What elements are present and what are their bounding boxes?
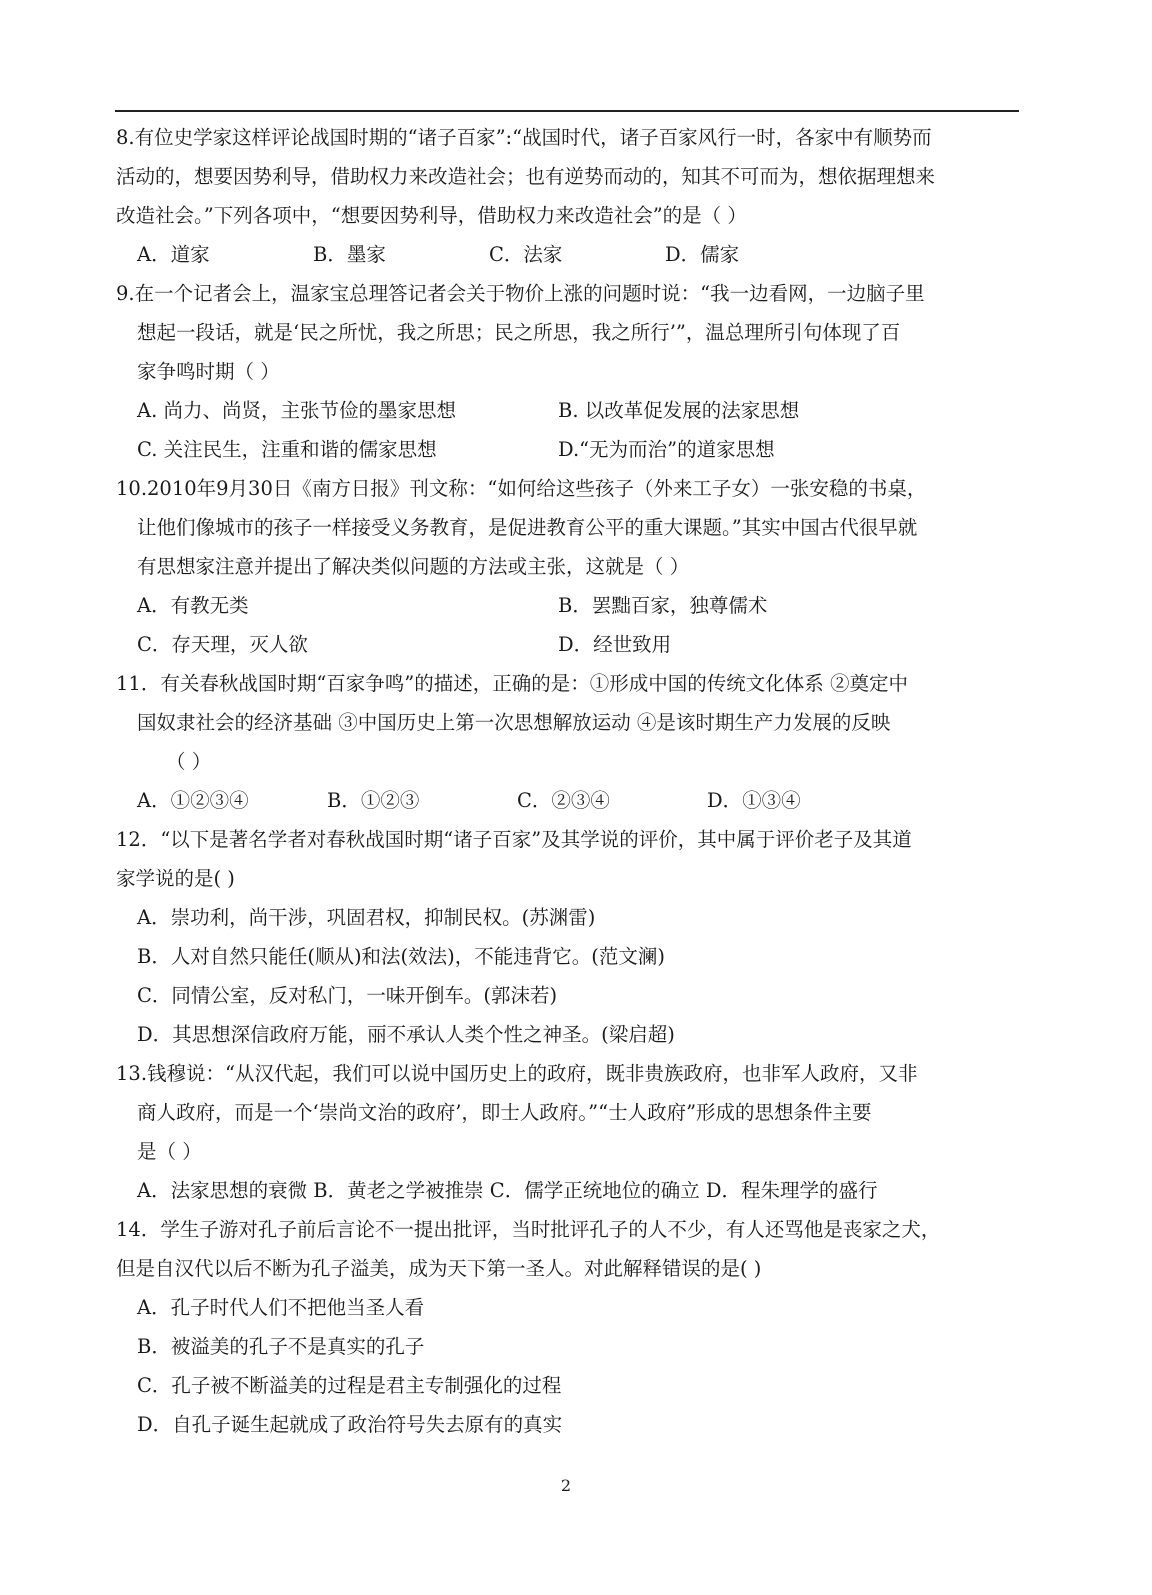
question-8 (116, 118, 1020, 274)
page-content (116, 118, 1020, 1444)
question-stem-line: 8.有位史学家这样评论战国时期的“诸子百家”:“战国时代，诸子百家风行一时，各家中有顺势而 (116, 126, 932, 149)
option-c: C．②③④ (517, 789, 610, 812)
question-stem-line: 家争鸣时期（ ） (137, 360, 280, 383)
options-row: A．法家思想的衰微 B．黄老之学被推崇 C．儒学正统地位的确立 D．程朱理学的盛行 (137, 1179, 878, 1202)
question-stem-line: 12．“以下是著名学者对春秋战国时期“诸子百家”及其学说的评价，其中属于评价老子及其道 (116, 828, 912, 851)
question-14 (116, 1210, 1020, 1444)
option-d: D.“无为而治”的道家思想 (558, 438, 775, 461)
option-c: C．法家 (489, 243, 563, 266)
question-stem-line: 商人政府，而是一个‘崇尚文治的政府’，即士人政府。”“士人政府”形成的思想条件主要 (137, 1101, 872, 1124)
option-d: D．①③④ (707, 789, 801, 812)
option-b: B. 以改革促发展的法家思想 (558, 399, 800, 422)
question-12 (116, 820, 1020, 1054)
option-b: B．人对自然只能任(顺从)和法(效法)，不能违背它。(范文澜) (137, 945, 665, 968)
options-row (116, 235, 1020, 274)
question-stem-line: 是（ ） (137, 1140, 202, 1163)
question-stem-line: 9.在一个记者会上，温家宝总理答记者会关于物价上涨的问题时说：“我一边看网，一边脑子里 (116, 282, 925, 305)
option-c: C．存天理，灭人欲 (137, 633, 308, 656)
question-stem-line: 国奴隶社会的经济基础 ③中国历史上第一次思想解放运动 ④是该时期生产力发展的反映 (137, 711, 891, 734)
option-b: B．罢黜百家，独尊儒术 (558, 594, 768, 617)
option-a: A．崇功利，尚干涉，巩固君权，抑制民权。(苏渊雷) (137, 906, 596, 929)
question-stem-line: 家学说的是( ) (116, 867, 235, 890)
question-stem-line: 让他们像城市的孩子一样接受义务教育，是促进教育公平的重大课题。”其实中国古代很早就 (137, 516, 918, 539)
option-a: A. 尚力、尚贤，主张节俭的墨家思想 (137, 399, 456, 422)
question-stem-line: 有思想家注意并提出了解决类似问题的方法或主张，这就是（ ） (137, 555, 690, 578)
option-b: B．被溢美的孔子不是真实的孔子 (137, 1335, 425, 1358)
option-c: C．孔子被不断溢美的过程是君主专制强化的过程 (137, 1374, 562, 1397)
question-stem-line: 但是自汉代以后不断为孔子溢美，成为天下第一圣人。对此解释错误的是( ) (116, 1257, 762, 1280)
option-c: C．同情公室，反对私门，一味开倒车。(郭沫若) (137, 984, 558, 1007)
options-row (116, 625, 1020, 664)
question-10 (116, 469, 1020, 664)
question-stem-line: （ ） (166, 750, 212, 773)
question-stem-line: 活动的，想要因势利导，借助权力来改造社会；也有逆势而动的，知其不可而为，想依据理想来 (116, 165, 936, 188)
options-row (116, 781, 1020, 820)
question-stem-line: 11．有关春秋战国时期“百家争鸣”的描述，正确的是：①形成中国的传统文化体系 ②奠定中 (116, 672, 908, 695)
option-d: D．自孔子诞生起就成了政治符号失去原有的真实 (137, 1413, 563, 1436)
option-a: A．孔子时代人们不把他当圣人看 (137, 1296, 425, 1319)
option-a: A．有教无类 (137, 594, 249, 617)
option-c: C. 关注民生，注重和谐的儒家思想 (137, 438, 437, 461)
option-d: D．经世致用 (558, 633, 672, 656)
question-13 (116, 1054, 1020, 1210)
options-row (116, 586, 1020, 625)
option-a: A．道家 (137, 243, 210, 266)
options-row (116, 430, 1020, 469)
option-d: D．儒家 (665, 243, 740, 266)
page-number: 2 (560, 1476, 572, 1495)
option-b: B．①②③ (327, 789, 420, 812)
option-b: B．墨家 (313, 243, 386, 266)
question-11 (116, 664, 1020, 820)
question-stem-line: 14．学生子游对孔子前后言论不一提出批评，当时批评孔子的人不少，有人还骂他是丧家之犬， (116, 1218, 941, 1241)
question-stem-line: 10.2010年9月30日《南方日报》刊文称：“如何给这些孩子（外来工子女）一张安稳的书桌， (116, 477, 927, 500)
question-stem-line: 改造社会。”下列各项中，“想要因势利导，借助权力来改造社会”的是（ ） (116, 204, 747, 227)
question-stem-line: 想起一段话，就是‘民之所忧，我之所思；民之所思，我之所行’”，温总理所引句体现了百 (137, 321, 901, 344)
question-stem-line: 13.钱穆说：“从汉代起，我们可以说中国历史上的政府，既非贵族政府，也非军人政府，又非 (116, 1062, 918, 1085)
options-row (116, 391, 1020, 430)
option-d: D．其思想深信政府万能，丽不承认人类个性之神圣。(梁启超) (137, 1023, 675, 1046)
option-a: A．①②③④ (137, 789, 249, 812)
header-rule (115, 110, 1019, 112)
question-9 (116, 274, 1020, 469)
